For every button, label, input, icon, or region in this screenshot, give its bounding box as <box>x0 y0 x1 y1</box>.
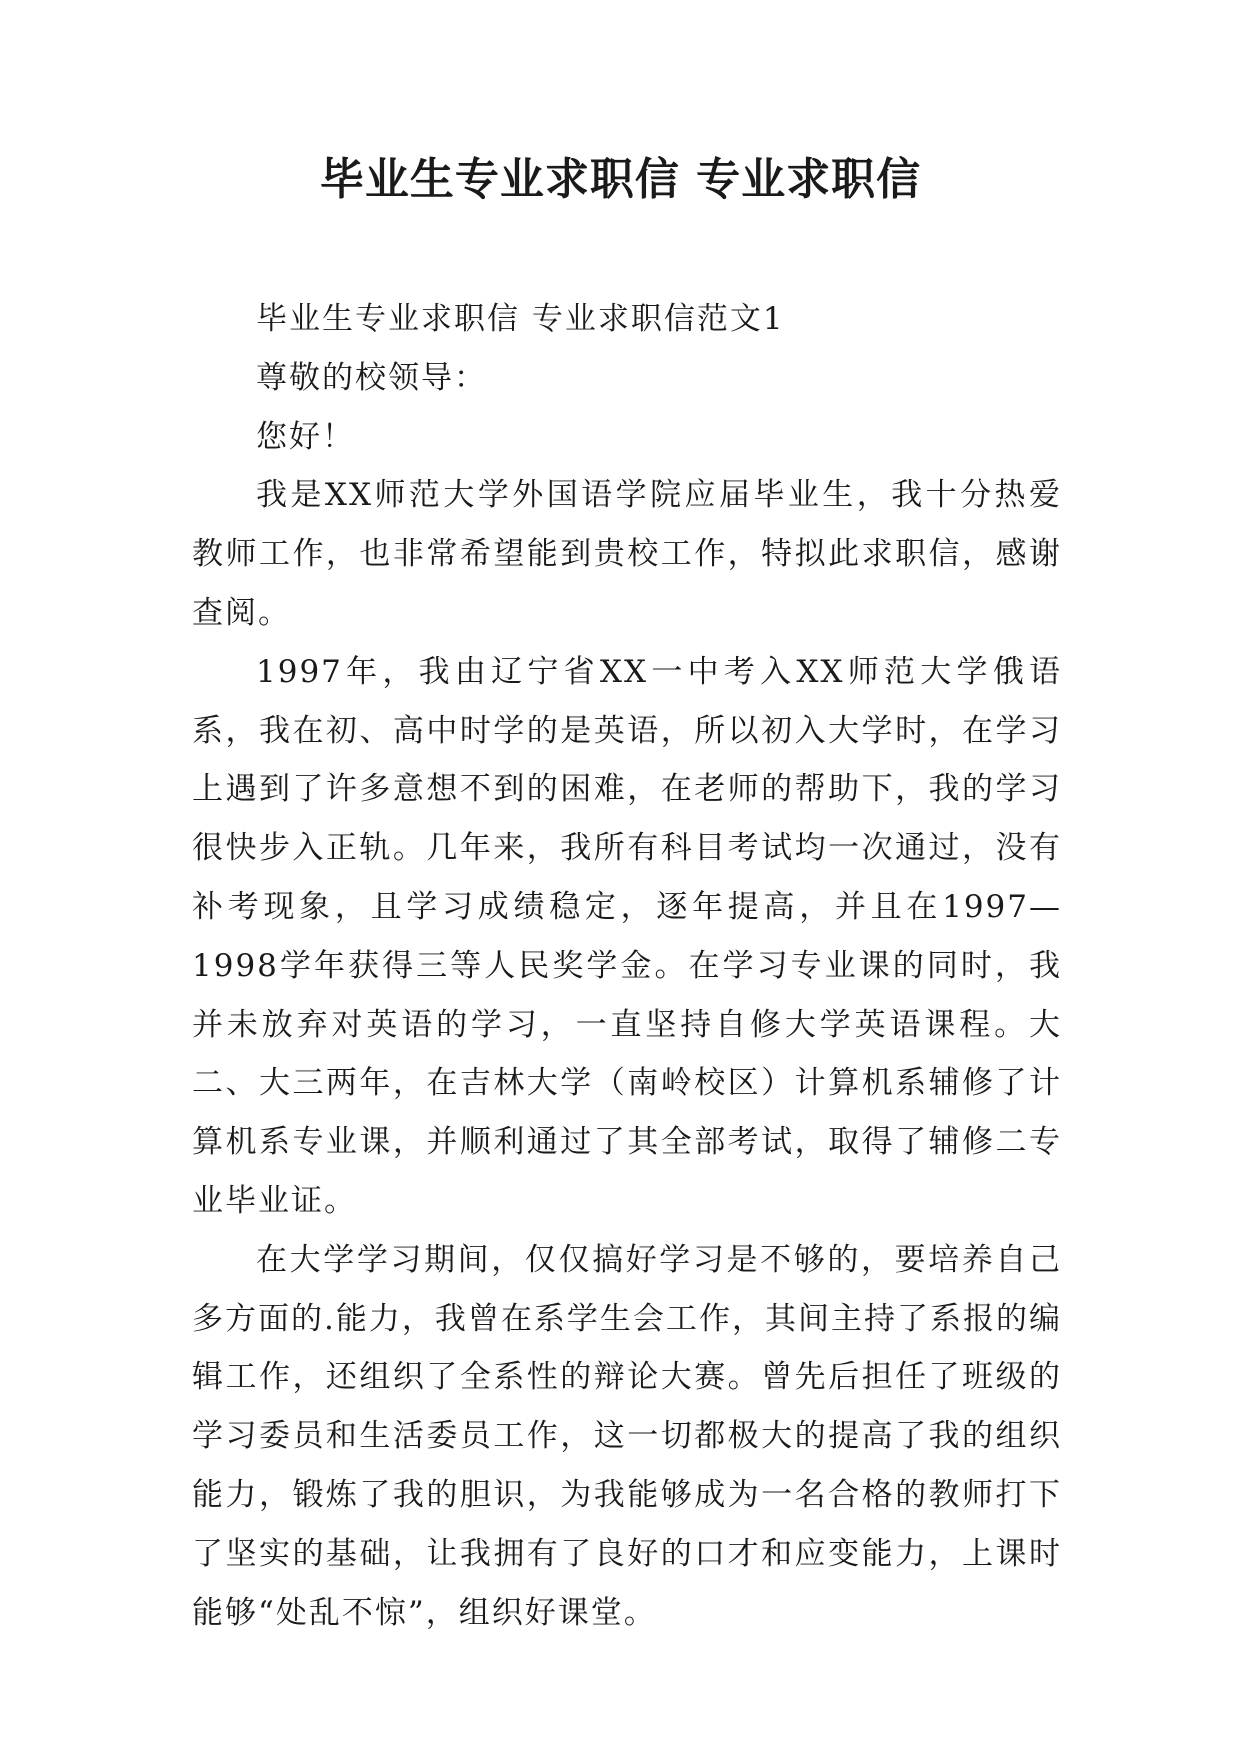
paragraph-education: 1997年，我由辽宁省XX一中考入XX师范大学俄语系，我在初、高中时学的是英语，所以初入大学时，在学习上遇到了许多意想不到的困难，在老师的帮助下，我的学习很快步入正轨。几年来，我所有科目考试均一次通过，没有补考现象，且学习成绩稳定，逐年提高，并且在1997—1998学年获得三等人民奖学金。在学习专业课的同时，我并未放弃对英语的学习，一直坚持自修大学英语课程。大二、大三两年，在吉林大学（南岭校区）计算机系辅修了计算机系专业课，并顺利通过了其全部考试，取得了辅修二专业毕业证。 <box>192 653 1062 1219</box>
paragraph-salutation: 尊敬的校领导： <box>256 359 487 396</box>
paragraph-activities: 在大学学习期间，仅仅搞好学习是不够的，要培养自己多方面的.能力，我曾在系学生会工作，其间主持了系报的编辑工作，还组织了全系性的辩论大赛。曾先后担任了班级的学习委员和生活委员工作，这一切都极大的提高了我的组织能力，锻炼了我的胆识，为我能够成为一名合格的教师打下了坚实的基础，让我拥有了良好的口才和应变能力，上课时能够“处乱不惊”，组织好课堂。 <box>192 1241 1062 1631</box>
document-body <box>192 290 1062 1642</box>
paragraph-intro: 我是XX师范大学外国语学院应届毕业生，我十分热爱教师工作，也非常希望能到贵校工作，特拟此求职信，感谢查阅。 <box>192 477 1062 631</box>
paragraph-subtitle: 毕业生专业求职信 专业求职信范文1 <box>256 301 785 337</box>
paragraph-greeting: 您好！ <box>256 418 355 455</box>
document-title: 毕业生专业求职信 专业求职信 <box>319 154 922 205</box>
